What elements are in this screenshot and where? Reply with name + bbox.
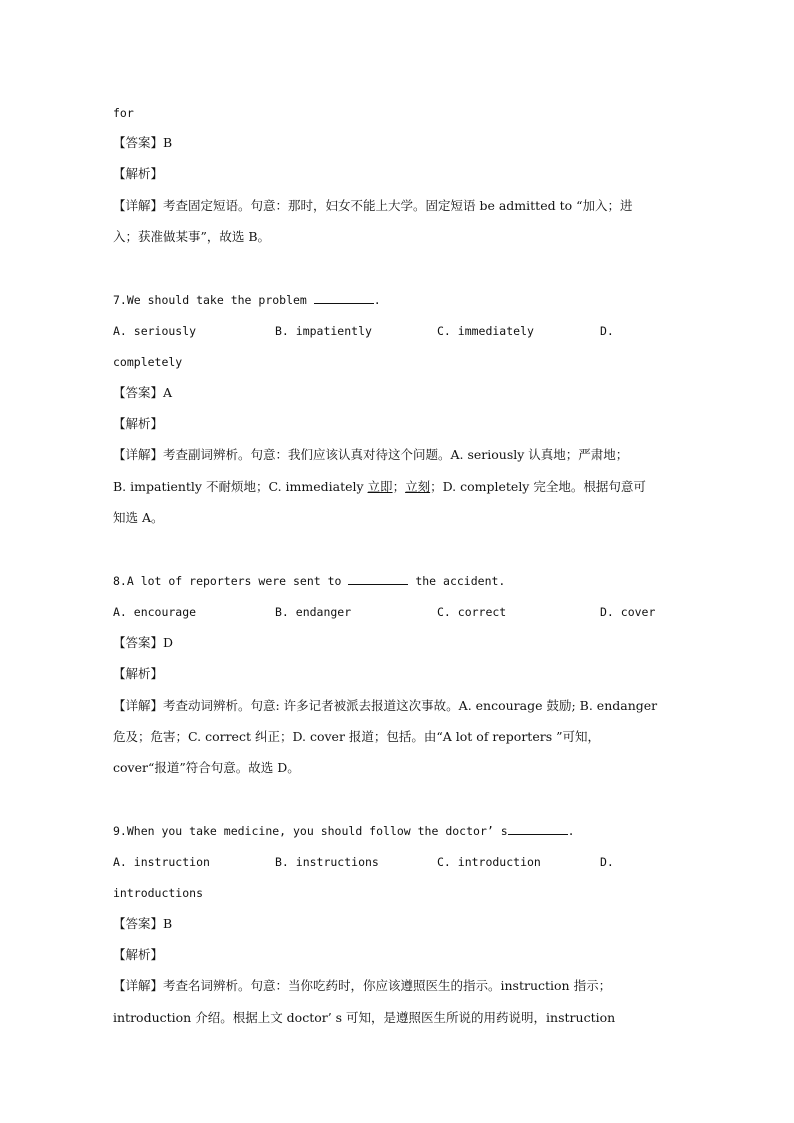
- option-d-continuation: introductions: [113, 886, 204, 900]
- option-d: D.: [600, 324, 614, 338]
- answer-label: 【答案】B: [113, 135, 173, 150]
- detail-text: 入；获准做某事”，故选 B。: [113, 229, 271, 244]
- detail-text: 危及；危害；C. correct 纠正；D. cover 报道；包括。由“A lot of reporters ”可知，: [113, 729, 600, 744]
- analysis-label: 【解析】: [113, 947, 164, 962]
- question-stem: [113, 573, 505, 589]
- question-stem: [113, 823, 575, 839]
- option-c: C. immediately: [437, 324, 534, 338]
- stem-text: .: [373, 293, 381, 307]
- stem-text: 9.When you take medicine, you should follow the doctor’ s: [113, 824, 508, 838]
- detail-text: 【详解】考查动词辨析。句意: 许多记者被派去报道这次事故。A. encourage 鼓励; B. endanger: [113, 698, 658, 713]
- detail-underlined: 立即: [367, 479, 393, 494]
- option-c: C. correct: [437, 605, 507, 619]
- option-d: D.: [600, 855, 614, 869]
- option-d: D. cover: [600, 605, 656, 619]
- stem-text: 7.We should take the problem: [113, 293, 314, 307]
- detail-segment: B. impatiently 不耐烦地；C. immediately: [113, 479, 368, 494]
- detail-segment: ；D. completely 完全地。根据句意可: [430, 479, 646, 494]
- detail-text: 【详解】考查固定短语。句意：那时，妇女不能上大学。固定短语 be admitted to “加入；进: [113, 198, 633, 213]
- option-a: A. encourage: [113, 605, 197, 619]
- detail-text: cover“报道”符合句意。故选 D。: [113, 760, 300, 775]
- stem-text: 8.A lot of reporters were sent to: [113, 574, 349, 588]
- answer-blank: [508, 823, 568, 835]
- answer-label: 【答案】B: [113, 916, 173, 931]
- question-stem: [113, 292, 381, 308]
- detail-underlined: 立刻: [405, 479, 431, 494]
- detail-text: 【详解】考查副词辨析。句意：我们应该认真对待这个问题。A. seriously 认真地；严肃地；: [113, 447, 629, 462]
- detail-segment: ；: [392, 479, 406, 494]
- option-d-continuation: completely: [113, 355, 183, 369]
- option-b: B. impatiently: [275, 324, 372, 338]
- answer-label: 【答案】A: [113, 385, 173, 400]
- analysis-label: 【解析】: [113, 666, 164, 681]
- analysis-label: 【解析】: [113, 416, 164, 431]
- stem-text: .: [567, 824, 575, 838]
- detail-text: 知选 A。: [113, 510, 164, 525]
- answer-label: 【答案】D: [113, 635, 174, 650]
- option-c: C. introduction: [437, 855, 541, 869]
- option-a: A. seriously: [113, 324, 197, 338]
- detail-text: 【详解】考查名词辨析。句意：当你吃药时，你应该遵照医生的指示。instruction 指示；: [113, 978, 612, 993]
- option-b: B. instructions: [275, 855, 379, 869]
- option-b: B. endanger: [275, 605, 352, 619]
- detail-text: introduction 介绍。根据上文 doctor’ s 可知，是遵照医生所说的用药说明，instruction: [113, 1010, 616, 1025]
- answer-blank: [348, 573, 408, 585]
- answer-blank: [314, 292, 374, 304]
- detail-text: [113, 479, 646, 495]
- option-a: A. instruction: [113, 855, 210, 869]
- stem-text: the accident.: [408, 574, 506, 588]
- analysis-label: 【解析】: [113, 166, 164, 181]
- option-continuation: for: [113, 106, 134, 120]
